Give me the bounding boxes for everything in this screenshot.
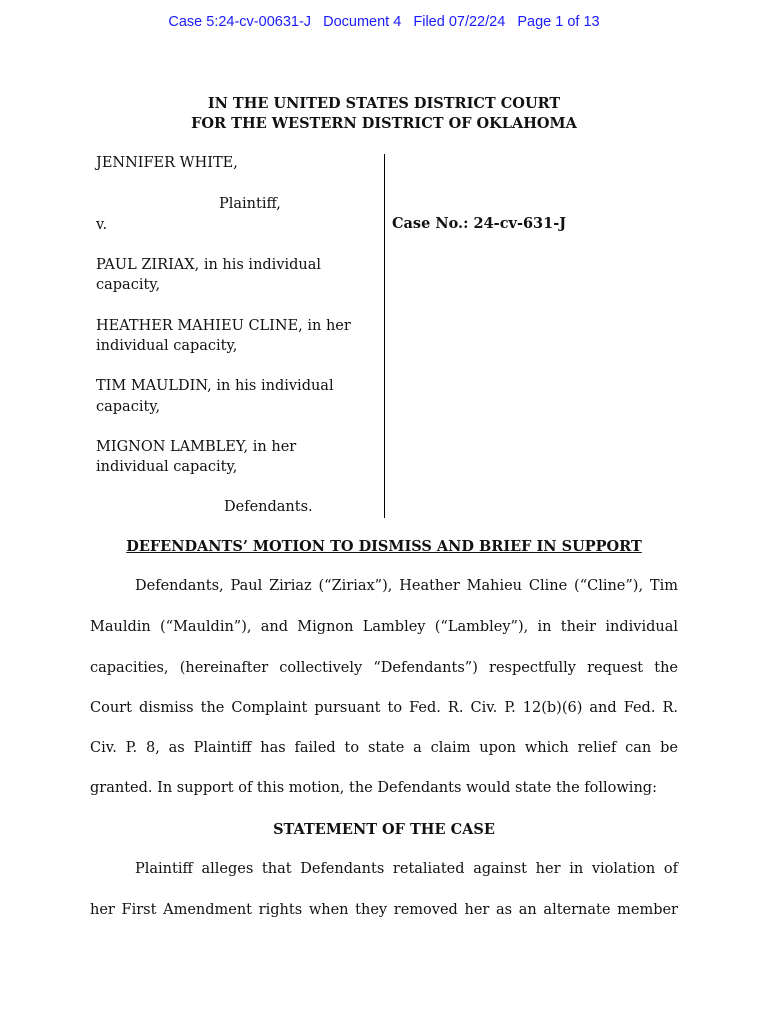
filing-header-stamp: Case 5:24-cv-00631-J Document 4 Filed 07/22/24 Page 1 of 13	[168, 14, 600, 30]
intro-paragraph-line: Mauldin (“Mauldin”), and Mignon Lambley (“Lambley”), in their individual	[90, 619, 678, 635]
defendant-ziriax-line-1: PAUL ZIRIAX, in his individual	[96, 257, 322, 273]
statement-paragraph-line: Plaintiff alleges that Defendants retaliated against her in violation of	[135, 861, 678, 877]
motion-title: DEFENDANTS’ MOTION TO DISMISS AND BRIEF IN SUPPORT	[126, 538, 642, 555]
defendant-mauldin-line-1: TIM MAULDIN, in his individual	[96, 378, 334, 394]
section-title-statement-of-case: STATEMENT OF THE CASE	[273, 821, 495, 838]
intro-paragraph-line: Defendants, Paul Ziriaz (“Ziriax”), Heather Mahieu Cline (“Cline”), Tim	[135, 578, 678, 594]
defendant-lambley-line-2: individual capacity,	[96, 459, 238, 475]
intro-paragraph-line: granted. In support of this motion, the Defendants would state the following:	[90, 780, 657, 796]
defendant-cline-line-1: HEATHER MAHIEU CLINE, in her	[96, 318, 351, 334]
caption-divider	[384, 154, 385, 518]
court-heading-line-2: FOR THE WESTERN DISTRICT OF OKLAHOMA	[191, 115, 577, 132]
defendant-ziriax-line-2: capacity,	[96, 277, 161, 293]
defendant-lambley-line-1: MIGNON LAMBLEY, in her	[96, 439, 297, 455]
defendant-cline-line-2: individual capacity,	[96, 338, 238, 354]
court-heading-line-1: IN THE UNITED STATES DISTRICT COURT	[207, 95, 561, 112]
statement-paragraph-line: her First Amendment rights when they removed her as an alternate member	[90, 902, 678, 918]
defendants-role: Defendants.	[224, 499, 313, 515]
plaintiff-role: Plaintiff,	[219, 196, 281, 212]
defendant-mauldin-line-2: capacity,	[96, 399, 161, 415]
intro-paragraph-line: capacities, (hereinafter collectively “Defendants”) respectfully request the	[90, 660, 678, 676]
court-heading	[0, 94, 768, 134]
case-number: Case No.: 24-cv-631-J	[392, 215, 567, 232]
plaintiff-name: JENNIFER WHITE,	[96, 155, 238, 171]
versus: v.	[96, 217, 108, 233]
intro-paragraph-line: Civ. P. 8, as Plaintiff has failed to state a claim upon which relief can be	[90, 740, 678, 756]
intro-paragraph-line: Court dismiss the Complaint pursuant to Fed. R. Civ. P. 12(b)(6) and Fed. R.	[90, 700, 678, 716]
